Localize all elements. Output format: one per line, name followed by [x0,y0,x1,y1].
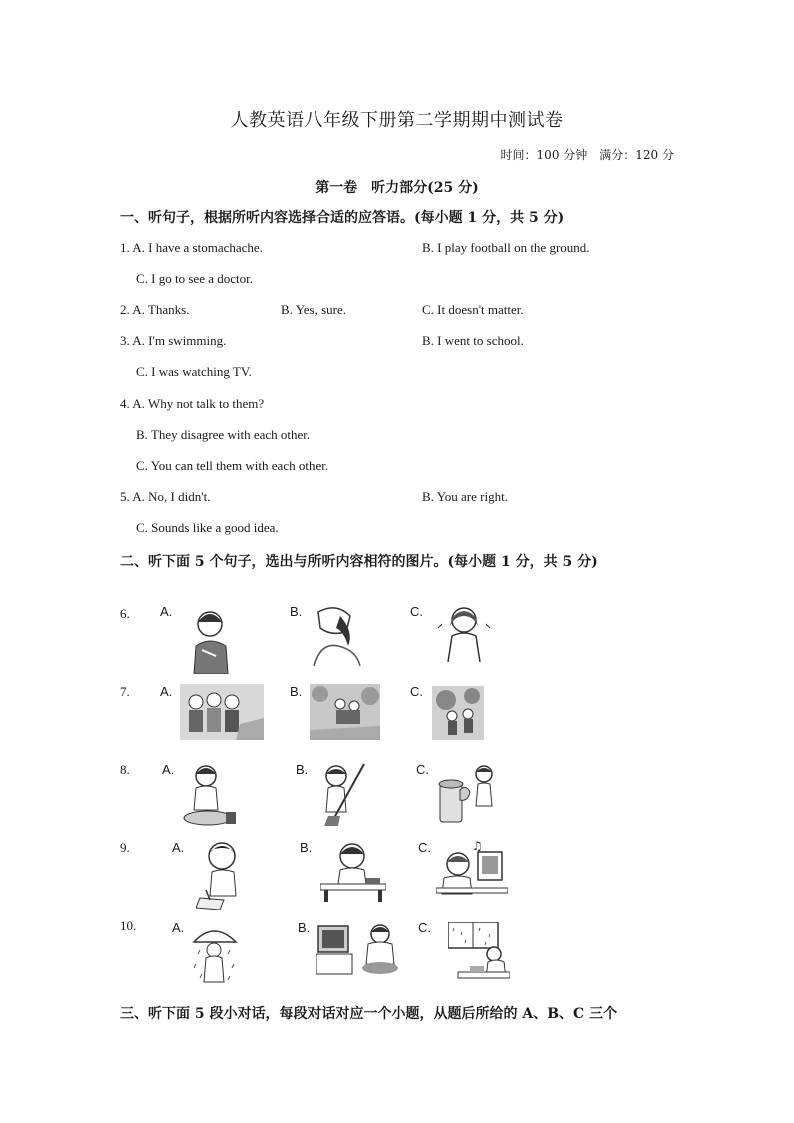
computer-music-picture[interactable] [436,838,508,902]
section-3-heading: 三、听下面 5 段小对话，每段对话对应一个小题，从题后所给的 A、B、C 三个 [120,1006,618,1022]
outdoor-scene-picture[interactable] [432,686,484,740]
writing-boy-picture[interactable] [196,840,244,910]
watching-tv-picture[interactable] [316,920,400,978]
q6-label-b: B. [290,604,303,619]
q5-option-a: 5. A. No, I didn't. [120,489,211,504]
q4-option-a: 4. A. Why not talk to them? [120,396,265,411]
q8-label-a: A. [162,762,175,777]
q2-option-b: B. Yes, sure. [281,302,347,317]
q7-label-c: C. [410,684,423,699]
part-heading: 第一卷 听力部分(25 分) [315,180,479,196]
q7-label-b: B. [290,684,303,699]
q6-label-c: C. [410,604,423,619]
q3-option-b: B. I went to school. [422,333,524,348]
q10-number: 10. [120,918,137,933]
q10-label-b: B. [298,920,311,935]
q9-label-c: C. [418,840,431,855]
q7-number: 7. [120,684,130,699]
q5-option-c: C. Sounds like a good idea. [136,520,279,535]
q6-label-a: A. [160,604,173,619]
rainy-window-study-picture[interactable] [448,922,510,984]
q10-label-c: C. [418,920,431,935]
q2-option-a: 2. A. Thanks. [120,302,190,317]
section-2-heading: 二、听下面 5 个句子，选出与所听内容相符的图片。(每小题 1 分，共 5 分) [120,554,598,570]
q3-option-c: C. I was watching TV. [136,364,252,379]
sweeping-floor-picture[interactable] [314,762,368,826]
phone-call-picture[interactable] [320,840,386,902]
q6-number: 6. [120,606,130,621]
q10-label-a: A. [172,920,185,935]
svg-text:♫: ♫ [472,839,483,853]
q9-label-b: B. [300,840,313,855]
coughing-girl-picture[interactable] [438,602,490,662]
q9-number: 9. [120,840,130,855]
q4-option-b: B. They disagree with each other. [136,427,311,442]
q5-option-b: B. You are right. [422,489,508,504]
washing-dishes-picture[interactable] [182,762,238,828]
q9-label-a: A. [172,840,185,855]
q2-option-c: C. It doesn't matter. [422,302,524,317]
q1-option-b: B. I play football on the ground. [422,240,590,255]
q7-label-a: A. [160,684,173,699]
rain-umbrella-picture[interactable] [192,920,238,990]
hair-washing-picture[interactable] [310,602,362,666]
q3-option-a: 3. A. I'm swimming. [120,333,227,348]
exam-time-score: 时间：100 分钟 满分：120 分 [500,148,674,162]
section-1-heading: 一、听句子，根据所听内容选择合适的应答语。(每小题 1 分，共 5 分) [120,210,565,226]
q8-label-c: C. [416,762,429,777]
q4-option-c: C. You can tell them with each other. [136,458,329,473]
q8-label-b: B. [296,762,309,777]
taking-out-rubbish-picture[interactable] [436,762,498,824]
sick-woman-picture[interactable] [188,604,234,674]
park-scene-picture[interactable] [310,684,380,740]
page-title: 人教英语八年级下册第二学期期中测试卷 [230,110,564,131]
q8-number: 8. [120,762,130,777]
q1-option-c: C. I go to see a doctor. [136,271,253,286]
q1-option-a: 1. A. I have a stomachache. [120,240,263,255]
family-picture[interactable] [180,684,264,740]
